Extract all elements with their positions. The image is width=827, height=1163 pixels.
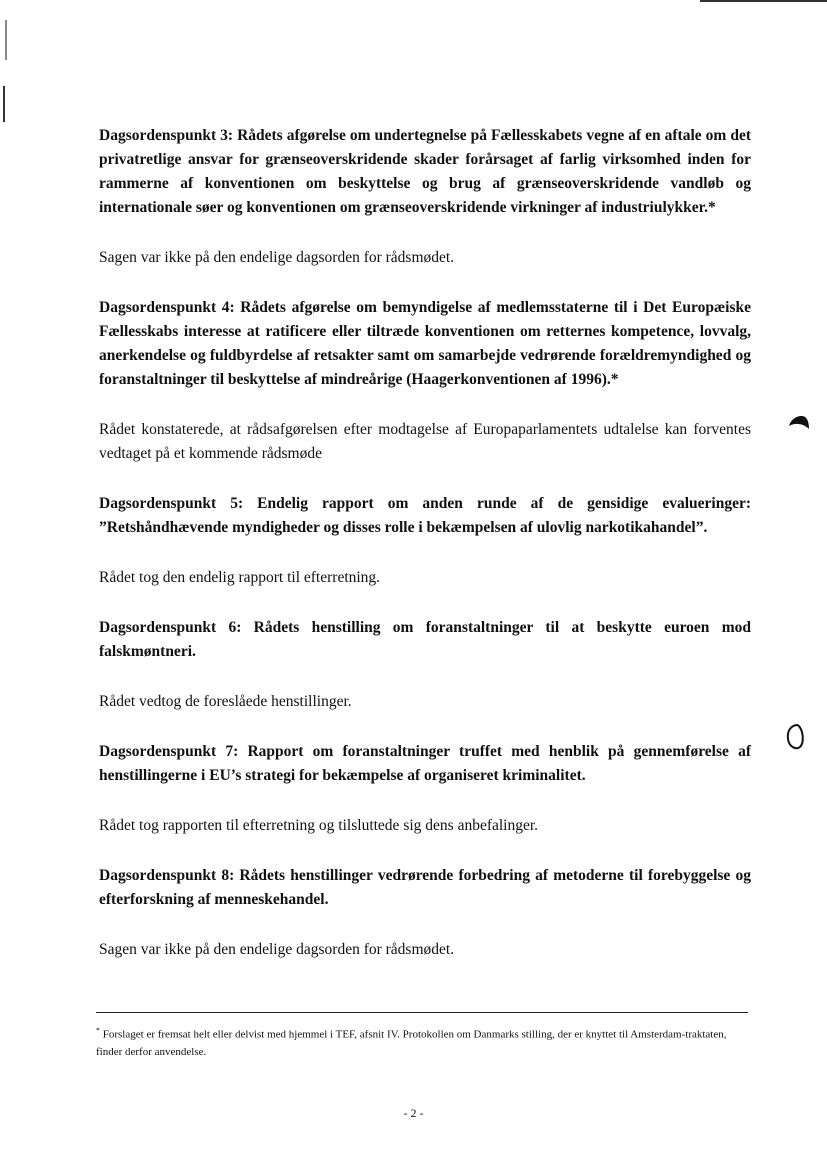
scan-smudge xyxy=(788,414,810,430)
agenda-item-4-body: Rådet konstaterede, at rådsafgørelsen efter modtagelse af Europaparlamentets udtalelse kan forventes vedtaget på et kommende rådsmøde xyxy=(99,421,751,462)
agenda-item-8-heading: Dagsordenspunkt 8: Rådets henstillinger vedrørende forbedring af metoderne til forebyggelse og efterforskning af menneskehandel. xyxy=(99,867,751,908)
agenda-content xyxy=(99,124,751,988)
agenda-item-5-heading: Dagsordenspunkt 5: Endelig rapport om anden runde af de gensidige evalueringer: ”Retshåndhævende myndigheder og disses rolle i bekæmpelsen af ulovlig narkotikahandel”. xyxy=(99,495,751,536)
scan-mark-top xyxy=(700,0,827,2)
footnote xyxy=(96,1022,748,1061)
scan-ring-mark xyxy=(785,722,805,752)
agenda-item-8-body: Sagen var ikke på den endelige dagsorden for rådsmødet. xyxy=(99,941,455,958)
footnote-marker: * xyxy=(96,1026,100,1035)
agenda-item-7-heading: Dagsordenspunkt 7: Rapport om foranstaltninger truffet med henblik på gennemførelse af henstillingerne i EU’s strategi for bekæmpelse af organiseret kriminalitet. xyxy=(99,743,751,784)
agenda-item-3-heading: Dagsordenspunkt 3: Rådets afgørelse om undertegnelse på Fællesskabets vegne af en aftale om det privatretlige ansvar for grænseoverskridende skader forårsaget af farlig virksomhed inden for rammerne af konventionen om beskyttelse og brug af grænseoverskridende vandløb og internationale søer og konventionen om grænseoverskridende virkninger af industriulykker.* xyxy=(99,127,751,216)
agenda-item-3-body: Sagen var ikke på den endelige dagsorden for rådsmødet. xyxy=(99,249,455,266)
agenda-item-7-body: Rådet tog rapporten til efterretning og tilsluttede sig dens anbefalinger. xyxy=(99,817,539,834)
agenda-item-4-heading: Dagsordenspunkt 4: Rådets afgørelse om bemyndigelse af medlemsstaterne til i Det Europæiske Fællesskabs interesse at ratificere eller tiltræde konventionen om retternes kompetence, lovvalg, anerkendelse og fuldbyrdelse af retsakter samt om samarbejde vedrørende forældremyndighed og foranstaltninger til beskyttelse af mindreårige (Haagerkonventionen af 1996).* xyxy=(99,299,751,388)
footnote-separator xyxy=(96,1012,748,1013)
agenda-item-5-body: Rådet tog den endelig rapport til efterretning. xyxy=(99,569,381,586)
page-number: - 2 - xyxy=(403,1106,424,1120)
agenda-item-6-body: Rådet vedtog de foreslåede henstillinger. xyxy=(99,693,352,710)
footnote-text: Forslaget er fremsat helt eller delvist med hjemmel i TEF, afsnit IV. Protokollen om Danmarks stilling, der er knyttet til Amsterdam-traktaten, finder derfor anvendelse. xyxy=(96,1028,727,1058)
agenda-item-6-heading: Dagsordenspunkt 6: Rådets henstilling om foranstaltninger til at beskytte euroen mod falskmøntneri. xyxy=(99,619,751,660)
scan-mark-left xyxy=(3,86,5,122)
scan-mark-left-2 xyxy=(5,20,7,60)
